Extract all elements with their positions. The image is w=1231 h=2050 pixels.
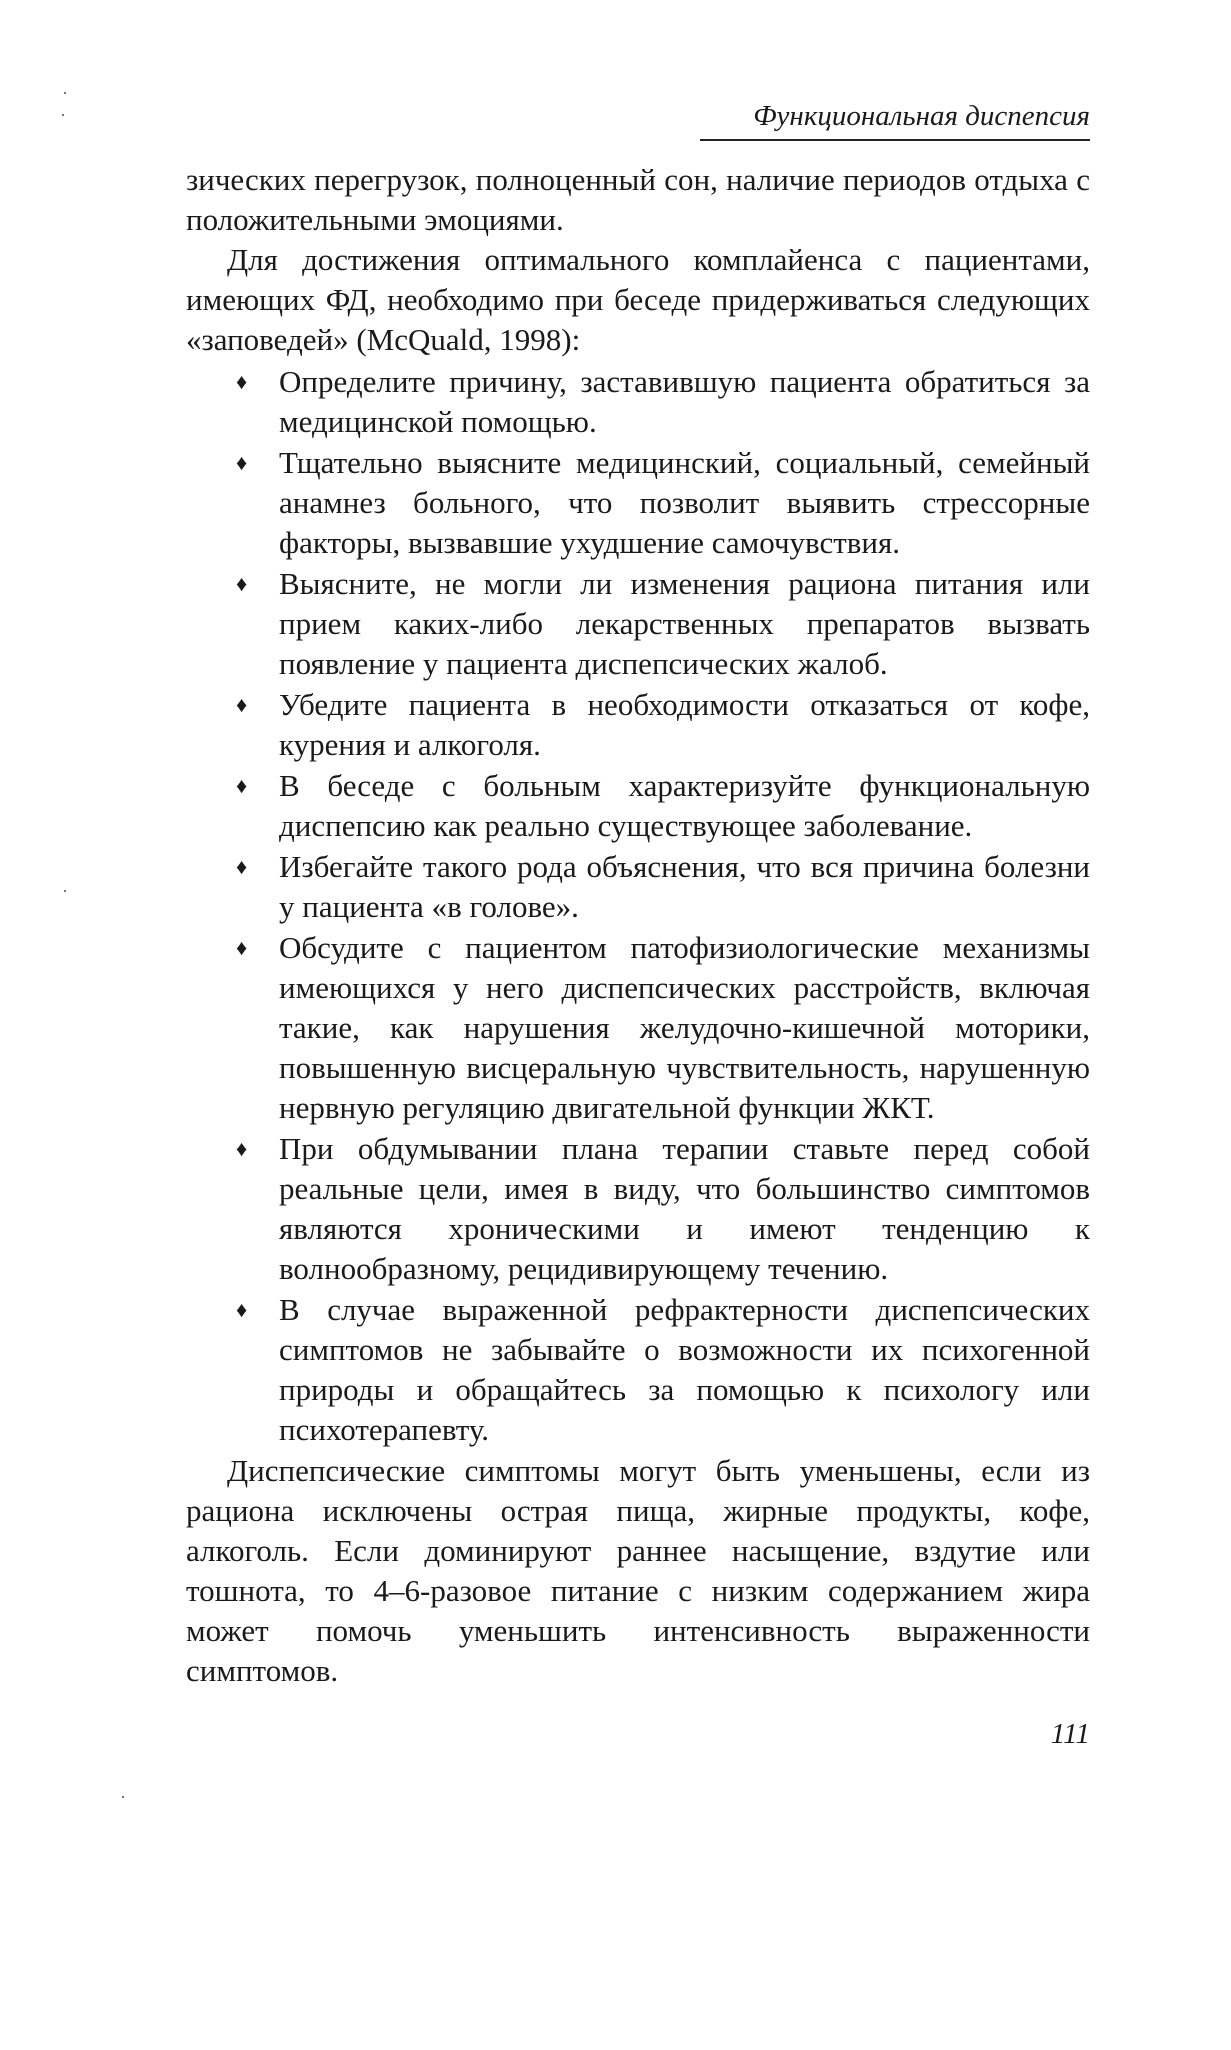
commandments-list bbox=[186, 362, 1090, 1450]
list-item bbox=[186, 685, 1090, 765]
diamond-bullet-icon: ♦ bbox=[236, 571, 248, 596]
diamond-bullet-icon: ♦ bbox=[236, 692, 248, 717]
list-item bbox=[186, 1290, 1090, 1450]
list-item-text: В случае выраженной рефрактерности диспепсических симптомов не забывайте о возможности их психогенной природы и обращайтесь за помощью к психологу или психотерапевту. bbox=[279, 1292, 1090, 1447]
running-header: Функциональная диспепсия bbox=[700, 100, 1090, 141]
scan-speck bbox=[62, 114, 64, 116]
list-item-text: Выясните, не могли ли изменения рациона питания или прием каких-либо лекарственных препаратов вызвать появление у пациента диспепсических жалоб. bbox=[279, 566, 1090, 681]
list-item bbox=[186, 362, 1090, 442]
list-item bbox=[186, 766, 1090, 846]
scan-speck bbox=[64, 890, 66, 892]
list-item bbox=[186, 847, 1090, 927]
list-item bbox=[186, 928, 1090, 1128]
diamond-bullet-icon: ♦ bbox=[236, 854, 248, 879]
scan-speck bbox=[122, 1796, 124, 1798]
diamond-bullet-icon: ♦ bbox=[236, 450, 248, 475]
list-item-text: При обдумывании плана терапии ставьте перед собой реальные цели, имея в виду, что большинство симптомов являются хроническими и имеют тенденцию к волнообразному, рецидивирующему течению. bbox=[279, 1131, 1090, 1286]
diamond-bullet-icon: ♦ bbox=[236, 935, 248, 960]
list-item-text: Убедите пациента в необходимости отказаться от кофе, курения и алкоголя. bbox=[279, 687, 1090, 762]
list-item-text: Определите причину, заставившую пациента обратиться за медицинской помощью. bbox=[279, 364, 1090, 439]
scan-speck bbox=[64, 92, 66, 94]
paragraph-intro: Для достижения оптимального комплайенса с пациентами, имеющих ФД, необходимо при беседе придерживаться следующих «заповедей» (McQuald, 1998): bbox=[186, 242, 1090, 357]
page-body bbox=[186, 160, 1090, 1691]
diamond-bullet-icon: ♦ bbox=[236, 369, 248, 394]
diamond-bullet-icon: ♦ bbox=[236, 773, 248, 798]
paragraph-continuation: зических перегрузок, полноценный сон, наличие периодов отдыха с положительными эмоциями. bbox=[186, 162, 1090, 237]
list-item bbox=[186, 1129, 1090, 1289]
list-item-text: Избегайте такого рода объяснения, что вся причина болезни у пациента «в голове». bbox=[279, 849, 1090, 924]
list-item-text: Обсудите с пациентом патофизиологические механизмы имеющихся у него диспепсических расстройств, включая такие, как нарушения желудочно-кишечной моторики, повышенную висцеральную чувствительность, нарушенную нервную регуляцию двигательной функции ЖКТ. bbox=[279, 930, 1090, 1125]
list-item bbox=[186, 564, 1090, 684]
list-item bbox=[186, 443, 1090, 563]
diamond-bullet-icon: ♦ bbox=[236, 1136, 248, 1161]
list-item-text: В беседе с больным характеризуйте функциональную диспепсию как реально существующее заболевание. bbox=[279, 768, 1090, 843]
diamond-bullet-icon: ♦ bbox=[236, 1297, 248, 1322]
paragraph-final: Диспепсические симптомы могут быть уменьшены, если из рациона исключены острая пища, жирные продукты, кофе, алкоголь. Если доминируют раннее насыщение, вздутие или тошнота, то 4–6-разовое питание с низким содержанием жира может помочь уменьшить интенсивность выраженности симптомов. bbox=[186, 1453, 1090, 1688]
page-number: 111 bbox=[1050, 1718, 1090, 1750]
list-item-text: Тщательно выясните медицинский, социальный, семейный анамнез больного, что позволит выявить стрессорные факторы, вызвавшие ухудшение самочувствия. bbox=[279, 445, 1090, 560]
